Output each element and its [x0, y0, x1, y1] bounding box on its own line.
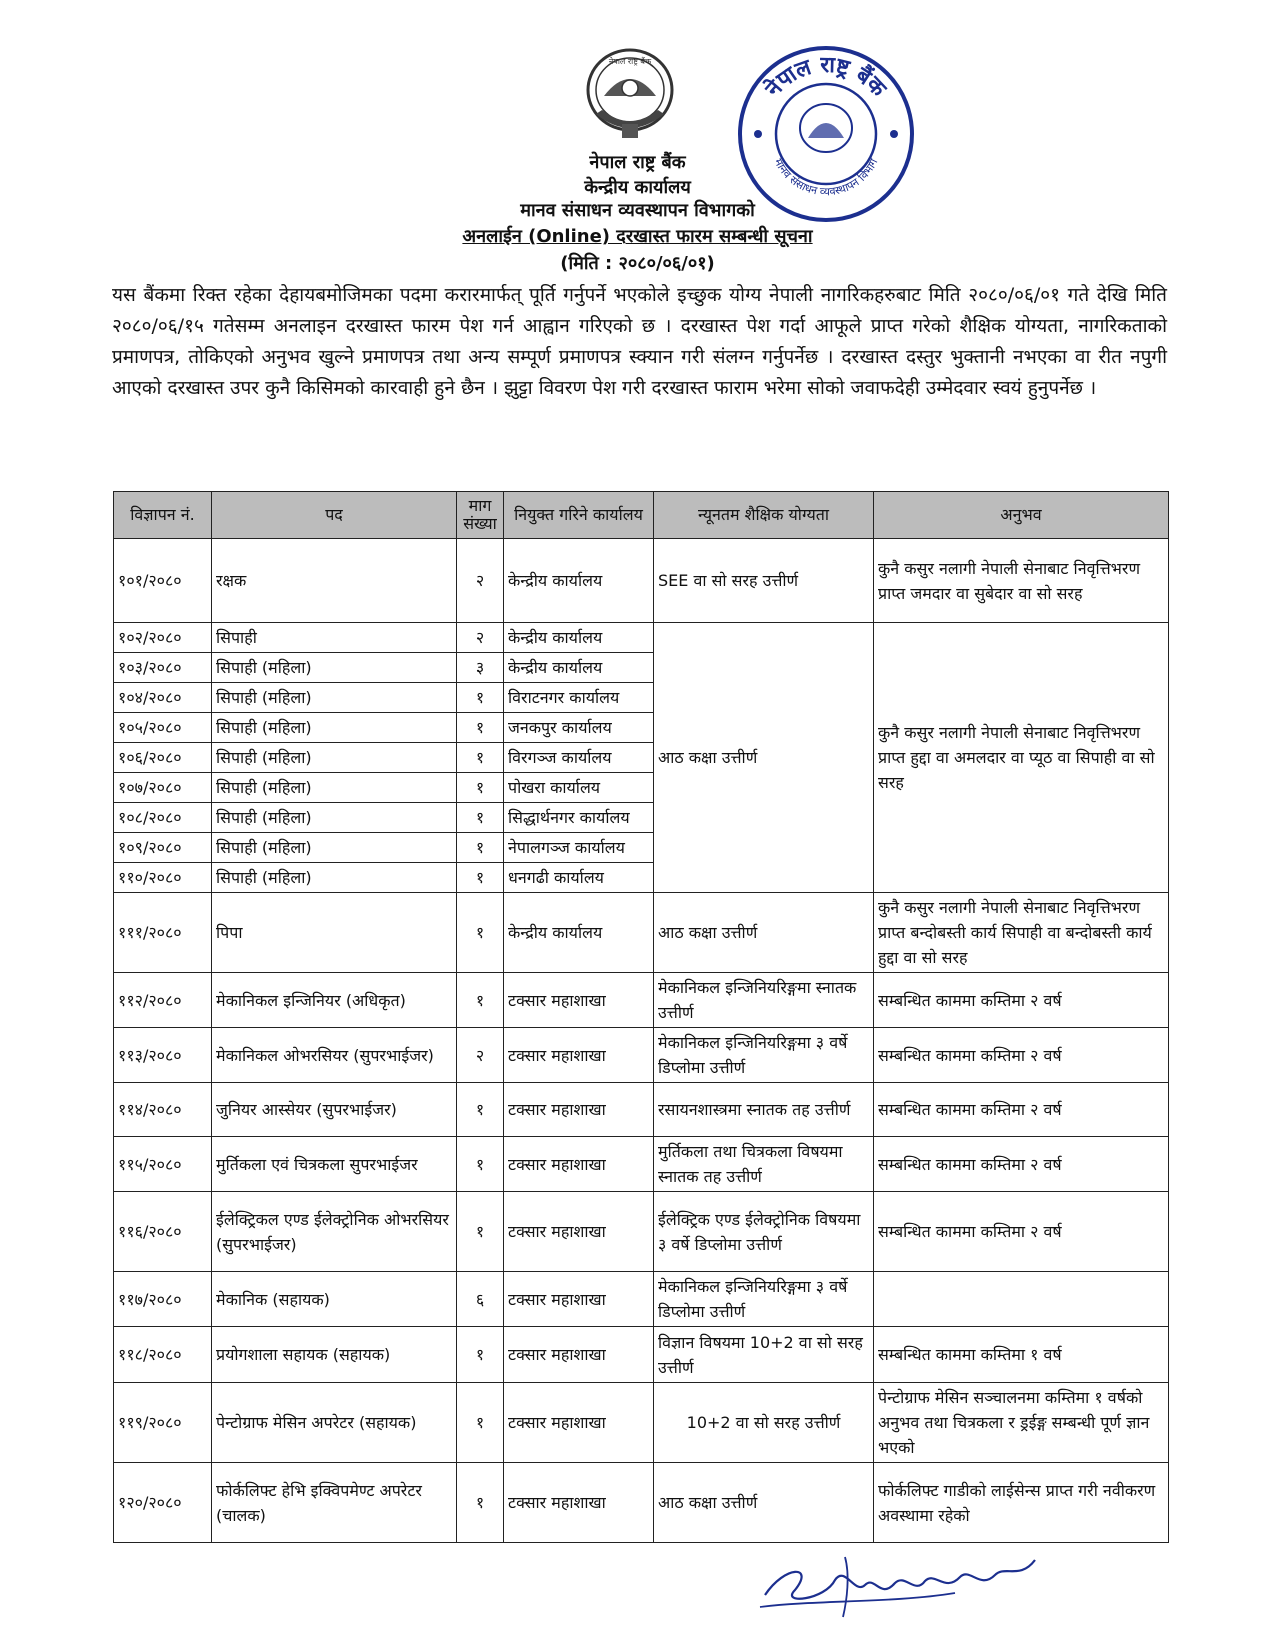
- cell-ad-no: ११०/२०८०: [114, 863, 212, 893]
- cell-experience: फोर्कलिफ्ट गाडीको लाईसेन्स प्राप्त गरी नवीकरण अवस्थामा रहेको: [874, 1463, 1169, 1543]
- cell-ad-no: १२०/२०८०: [114, 1463, 212, 1543]
- cell-office: टक्सार महाशाखा: [504, 1463, 654, 1543]
- cell-qualification: 10+2 वा सो सरह उत्तीर्ण: [654, 1383, 874, 1463]
- cell-ad-no: ११७/२०८०: [114, 1272, 212, 1327]
- cell-ad-no: ११२/२०८०: [114, 973, 212, 1028]
- cell-office: विराटनगर कार्यालय: [504, 683, 654, 713]
- cell-post: प्रयोगशाला सहायक (सहायक): [212, 1327, 457, 1383]
- office-name: केन्द्रीय कार्यालय: [584, 177, 691, 198]
- cell-qualification: मुर्तिकला तथा चित्रकला विषयमा स्नातक तह उत्तीर्ण: [654, 1137, 874, 1192]
- cell-post: सिपाही (महिला): [212, 713, 457, 743]
- cell-demand: १: [457, 743, 504, 773]
- cell-qualification: मेकानिकल इन्जिनियरिङ्गमा ३ वर्षे डिप्लोमा उत्तीर्ण: [654, 1272, 874, 1327]
- cell-experience: सम्बन्धित काममा कम्तिमा २ वर्ष: [874, 1137, 1169, 1192]
- cell-demand: १: [457, 803, 504, 833]
- table-row: [114, 1192, 1169, 1272]
- cell-experience: कुनै कसुर नलागी नेपाली सेनाबाट निवृत्तिभरण प्राप्त बन्दोबस्ती कार्य सिपाही वा बन्दोबस्ती कार्य हुद्दा वा सो सरह: [874, 893, 1169, 973]
- cell-demand: १: [457, 683, 504, 713]
- cell-post: ईलेक्ट्रिकल एण्ड ईलेक्ट्रोनिक ओभरसियर (सुपरभाईजर): [212, 1192, 457, 1272]
- header-ad-no: विज्ञापन नं.: [114, 492, 212, 539]
- table-row: [114, 1463, 1169, 1543]
- cell-demand: १: [457, 1192, 504, 1272]
- cell-demand: १: [457, 973, 504, 1028]
- cell-post: सिपाही (महिला): [212, 833, 457, 863]
- cell-office: केन्द्रीय कार्यालय: [504, 623, 654, 653]
- cell-demand: १: [457, 863, 504, 893]
- cell-ad-no: १०५/२०८०: [114, 713, 212, 743]
- cell-experience: सम्बन्धित काममा कम्तिमा २ वर्ष: [874, 1192, 1169, 1272]
- cell-post: मेकानिकल इन्जिनियर (अधिकृत): [212, 973, 457, 1028]
- cell-post: मेकानिक (सहायक): [212, 1272, 457, 1327]
- cell-post: पिपा: [212, 893, 457, 973]
- cell-experience: कुनै कसुर नलागी नेपाली सेनाबाट निवृत्तिभरण प्राप्त जमदार वा सुबेदार वा सो सरह: [874, 539, 1169, 623]
- table-row: [114, 1083, 1169, 1137]
- cell-office: टक्सार महाशाखा: [504, 1137, 654, 1192]
- cell-experience: [874, 1272, 1169, 1327]
- nrb-emblem-logo: [582, 44, 678, 144]
- cell-qualification: मेकानिकल इन्जिनियरिङ्गमा स्नातक उत्तीर्ण: [654, 973, 874, 1028]
- intro-paragraph: यस बैंकमा रिक्त रहेका देहायबमोजिमका पदमा करारमार्फत् पूर्ति गर्नुपर्ने भएकोले इच्छुक योग्य नेपाली नागरिकहरुबाट मिति २०८०/०६/०१ गते देखि मिति २०८०/०६/१५ गतेसम्म अनलाइन दरखास्त फारम पेश गर्न आह्वान गरिएको छ । दरखास्त पेश गर्दा आफूले प्राप्त गरेको शैक्षिक योग्यता, नागरिकताको प्रमाणपत्र, तोकिएको अनुभव खुल्ने प्रमाणपत्र तथा अन्य सम्पूर्ण प्रमाणपत्र स्क्यान गरी संलग्न गर्नुपर्नेछ । दरखास्त दस्तुर भुक्तानी नभएका वा रीत नपुगी आएको दरखास्त उपर कुनै किसिमको कारवाही हुने छैन । झुट्टा विवरण पेश गरी दरखास्त फाराम भरेमा सोको जवाफदेही उम्मेदवार स्वयं हुनुपर्नेछ ।: [112, 284, 1167, 399]
- cell-office: टक्सार महाशाखा: [504, 1383, 654, 1463]
- cell-post: जुनियर आस्सेयर (सुपरभाईजर): [212, 1083, 457, 1137]
- cell-experience: सम्बन्धित काममा कम्तिमा २ वर्ष: [874, 1028, 1169, 1083]
- department-name: मानव संसाधन व्यवस्थापन विभागको: [520, 200, 755, 221]
- table-row: [114, 1272, 1169, 1327]
- header-post: पद: [212, 492, 457, 539]
- cell-ad-no: १०३/२०८०: [114, 653, 212, 683]
- cell-post: मुर्तिकला एवं चित्रकला सुपरभाईजर: [212, 1137, 457, 1192]
- header-experience: अनुभव: [874, 492, 1169, 539]
- cell-office: पोखरा कार्यालय: [504, 773, 654, 803]
- stamp-outer-text: नेपाल राष्ट्र बैंक: [760, 52, 891, 102]
- stamp-inner-text: मानव संसाधन व्यवस्थापन विभाग: [771, 156, 881, 199]
- cell-ad-no: ११३/२०८०: [114, 1028, 212, 1083]
- vacancy-table: [113, 491, 1169, 1543]
- cell-ad-no: ११८/२०८०: [114, 1327, 212, 1383]
- cell-office: टक्सार महाशाखा: [504, 1083, 654, 1137]
- cell-post: सिपाही (महिला): [212, 803, 457, 833]
- table-row: [114, 1137, 1169, 1192]
- cell-qualification-group: आठ कक्षा उत्तीर्ण: [654, 623, 874, 893]
- cell-experience-group: कुनै कसुर नलागी नेपाली सेनाबाट निवृत्तिभरण प्राप्त हुद्दा वा अमलदार वा प्यूठ वा सिपाही वा सो सरह: [874, 623, 1169, 893]
- cell-office: टक्सार महाशाखा: [504, 1272, 654, 1327]
- table-row: [114, 893, 1169, 973]
- cell-qualification: विज्ञान विषयमा 10+2 वा सो सरह उत्तीर्ण: [654, 1327, 874, 1383]
- cell-post: सिपाही (महिला): [212, 773, 457, 803]
- cell-office: टक्सार महाशाखा: [504, 1327, 654, 1383]
- cell-experience: सम्बन्धित काममा कम्तिमा २ वर्ष: [874, 1083, 1169, 1137]
- cell-qualification: रसायनशास्त्रमा स्नातक तह उत्तीर्ण: [654, 1083, 874, 1137]
- cell-post: सिपाही: [212, 623, 457, 653]
- cell-ad-no: १११/२०८०: [114, 893, 212, 973]
- cell-demand: १: [457, 1327, 504, 1383]
- table-row: [114, 623, 1169, 653]
- cell-ad-no: ११९/२०८०: [114, 1383, 212, 1463]
- cell-post: पेन्टोग्राफ मेसिन अपरेटर (सहायक): [212, 1383, 457, 1463]
- cell-post: मेकानिकल ओभरसियर (सुपरभाईजर): [212, 1028, 457, 1083]
- header-demand: माग संख्या: [457, 492, 504, 539]
- cell-office: धनगढी कार्यालय: [504, 863, 654, 893]
- cell-office: टक्सार महाशाखा: [504, 973, 654, 1028]
- cell-experience: पेन्टोग्राफ मेसिन सञ्चालनमा कम्तिमा १ वर्षको अनुभव तथा चित्रकला र ड्रईङ्ग सम्बन्धी पूर्ण ज्ञान भएको: [874, 1383, 1169, 1463]
- cell-demand: ३: [457, 653, 504, 683]
- notice-date: (मिति : २०८०/०६/०१): [560, 253, 715, 274]
- cell-post: सिपाही (महिला): [212, 683, 457, 713]
- cell-qualification: मेकानिकल इन्जिनियरिङ्गमा ३ वर्षे डिप्लोमा उत्तीर्ण: [654, 1028, 874, 1083]
- cell-demand: ६: [457, 1272, 504, 1327]
- emblem-text: नेपाल राष्ट्र बैंक: [608, 57, 652, 66]
- cell-demand: १: [457, 833, 504, 863]
- header-qualification: न्यूनतम शैक्षिक योग्यता: [654, 492, 874, 539]
- cell-office: टक्सार महाशाखा: [504, 1028, 654, 1083]
- cell-ad-no: १०९/२०८०: [114, 833, 212, 863]
- cell-demand: २: [457, 623, 504, 653]
- cell-ad-no: ११४/२०८०: [114, 1083, 212, 1137]
- cell-demand: २: [457, 539, 504, 623]
- table-row: [114, 1327, 1169, 1383]
- cell-demand: १: [457, 1137, 504, 1192]
- table-row: [114, 973, 1169, 1028]
- cell-qualification: ईलेक्ट्रिक एण्ड ईलेक्ट्रोनिक विषयमा ३ वर्षे डिप्लोमा उत्तीर्ण: [654, 1192, 874, 1272]
- table-row: [114, 539, 1169, 623]
- cell-ad-no: १०८/२०८०: [114, 803, 212, 833]
- cell-office: नेपालगञ्ज कार्यालय: [504, 833, 654, 863]
- cell-ad-no: १०१/२०८०: [114, 539, 212, 623]
- header-office: नियुक्त गरिने कार्यालय: [504, 492, 654, 539]
- table-row: [114, 1028, 1169, 1083]
- cell-post: रक्षक: [212, 539, 457, 623]
- cell-demand: २: [457, 1028, 504, 1083]
- cell-qualification: SEE वा सो सरह उत्तीर्ण: [654, 539, 874, 623]
- cell-experience: सम्बन्धित काममा कम्तिमा २ वर्ष: [874, 973, 1169, 1028]
- cell-ad-no: ११५/२०८०: [114, 1137, 212, 1192]
- table-header-row: [114, 492, 1169, 539]
- notice-title: अनलाईन (Online) दरखास्त फारम सम्बन्धी सूचना: [462, 226, 813, 247]
- cell-office: सिद्धार्थनगर कार्यालय: [504, 803, 654, 833]
- cell-demand: १: [457, 893, 504, 973]
- cell-post: सिपाही (महिला): [212, 653, 457, 683]
- cell-ad-no: १०४/२०८०: [114, 683, 212, 713]
- cell-office: केन्द्रीय कार्यालय: [504, 653, 654, 683]
- table-row: [114, 1383, 1169, 1463]
- cell-demand: १: [457, 1083, 504, 1137]
- cell-post: सिपाही (महिला): [212, 743, 457, 773]
- org-name: नेपाल राष्ट्र बैंक: [589, 152, 686, 173]
- cell-office: केन्द्रीय कार्यालय: [504, 539, 654, 623]
- cell-office: केन्द्रीय कार्यालय: [504, 893, 654, 973]
- cell-demand: १: [457, 1383, 504, 1463]
- cell-demand: १: [457, 1463, 504, 1543]
- cell-qualification: आठ कक्षा उत्तीर्ण: [654, 1463, 874, 1543]
- cell-office: विरगञ्ज कार्यालय: [504, 743, 654, 773]
- cell-post: फोर्कलिफ्ट हेभि इक्विपमेण्ट अपरेटर (चालक): [212, 1463, 457, 1543]
- cell-qualification: आठ कक्षा उत्तीर्ण: [654, 893, 874, 973]
- cell-post: सिपाही (महिला): [212, 863, 457, 893]
- cell-ad-no: १०६/२०८०: [114, 743, 212, 773]
- cell-demand: १: [457, 713, 504, 743]
- cell-office: जनकपुर कार्यालय: [504, 713, 654, 743]
- cell-demand: १: [457, 773, 504, 803]
- cell-office: टक्सार महाशाखा: [504, 1192, 654, 1272]
- cell-ad-no: ११६/२०८०: [114, 1192, 212, 1272]
- cell-ad-no: १०७/२०८०: [114, 773, 212, 803]
- cell-experience: सम्बन्धित काममा कम्तिमा १ वर्ष: [874, 1327, 1169, 1383]
- cell-ad-no: १०२/२०८०: [114, 623, 212, 653]
- handwritten-signature: [755, 1545, 1045, 1625]
